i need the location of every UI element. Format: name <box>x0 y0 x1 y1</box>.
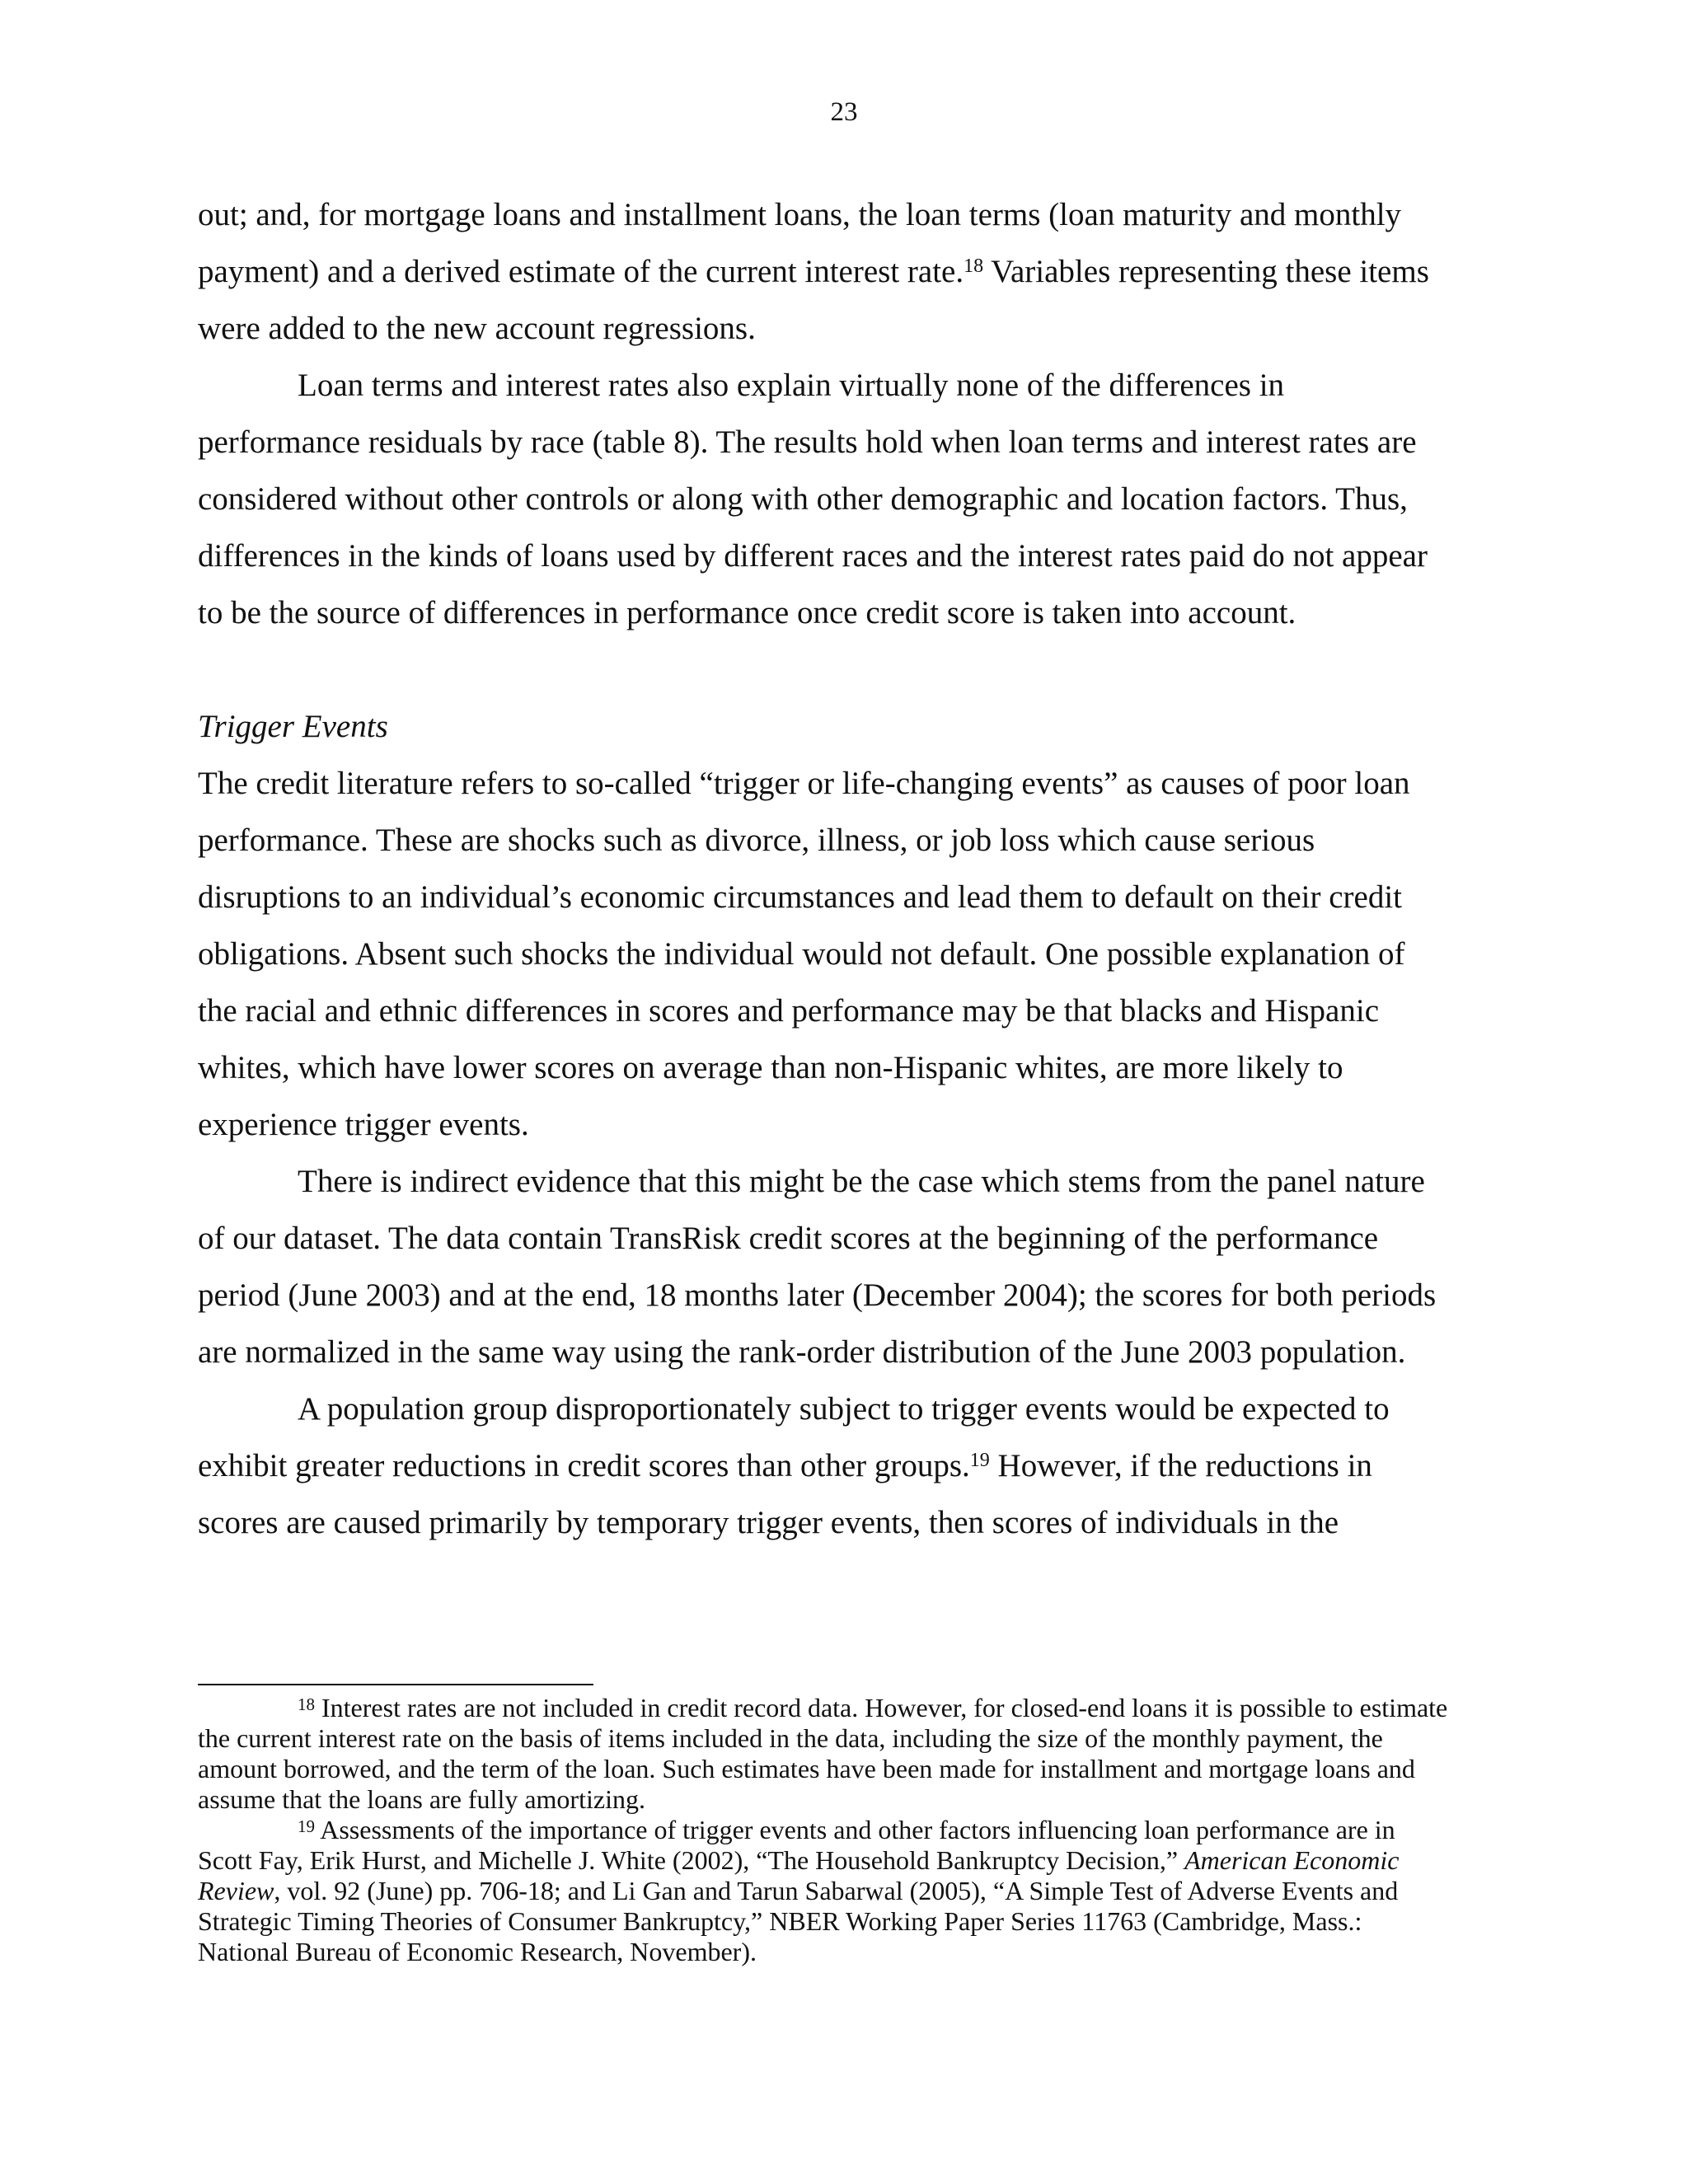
footnote-19 <box>198 1815 1451 1967</box>
footnote-ref-18: 18 <box>964 255 984 277</box>
footnote-19-journal: American Economic Review <box>198 1845 1400 1905</box>
paragraph-5 <box>198 1380 1451 1551</box>
section-spacer <box>198 641 1451 698</box>
footnote-19-text-a: Assessments of the importance of trigger events and other factors influencing loan performance are in Scott Fay, Erik Hurst, and Michelle J. White (2002), “The Household Bankruptcy Decision,” <box>198 1815 1395 1875</box>
paragraph-3: The credit literature refers to so-called “trigger or life-changing events” as causes of poor loan performance. These are shocks such as divorce, illness, or job loss which cause serious disruptions to an individual’s economic circumstances and lead them to default on their credit obligations. Absent such shocks the individual would not default. One possible explanation of the racial and ethnic differences in scores and performance may be that blacks and Hispanic whites, which have lower scores on average than non-Hispanic whites, are more likely to experience trigger events. <box>198 766 1410 1142</box>
footnote-19-number: 19 <box>298 1816 315 1836</box>
body-text <box>198 186 1451 1551</box>
paragraph-2: Loan terms and interest rates also explain virtually none of the differences in performance residuals by race (table 8). The results hold when loan terms and interest rates are considered without other controls or along with other demographic and location factors. Thus, differences in the kinds of loans used by different races and the interest rates paid do not appear to be the source of differences in performance once credit score is taken into account. <box>198 368 1428 630</box>
footnote-19-text-b: , vol. 92 (June) pp. 706-18; and Li Gan and Tarun Sabarwal (2005), “A Simple Test of Adverse Events and Strategic Timing Theories of Consumer Bankruptcy,” NBER Working Paper Series 11763 (Cambridge, Mass.: National Bureau of Economic Research, November). <box>198 1876 1399 1966</box>
footnotes <box>198 1693 1451 1967</box>
paragraph-4: There is indirect evidence that this might be the case which stems from the panel nature of our dataset. The data contain TransRisk credit scores at the beginning of the performance period (June 2003) and at the end, 18 months later (December 2004); the scores for both periods are normalized in the same way using the rank-order distribution of the June 2003 population. <box>198 1164 1437 1370</box>
footnote-ref-19: 19 <box>969 1450 990 1471</box>
paragraph-5-text-a: A population group disproportionately subject to trigger events would be expected to exhibit greater reductions in credit scores than other groups. <box>198 1391 1390 1483</box>
section-heading: Trigger Events <box>198 709 388 744</box>
footnote-18 <box>198 1693 1451 1815</box>
paragraph-1-text-b: Variables representing these items were added to the new account regressions. <box>198 254 1429 346</box>
footnote-separator <box>198 1684 593 1685</box>
paragraph-1-text-a: out; and, for mortgage loans and installment loans, the loan terms (loan maturity and monthly payment) and a derived estimate of the current interest rate. <box>198 197 1402 289</box>
page-number: 23 <box>830 97 858 127</box>
paragraph-5-text-b: However, if the reductions in scores are caused primarily by temporary trigger events, then scores of individuals in the <box>198 1448 1372 1540</box>
footnote-18-number: 18 <box>298 1694 315 1714</box>
paragraph-1 <box>198 186 1451 357</box>
footnote-18-text: Interest rates are not included in credit record data. However, for closed-end loans it is possible to estimate the current interest rate on the basis of items included in the data, including the size of the monthly payment, the amount borrowed, and the term of the loan. Such estimates have been made for installment and mortgage loans and assume that the loans are fully amortizing. <box>198 1693 1448 1814</box>
